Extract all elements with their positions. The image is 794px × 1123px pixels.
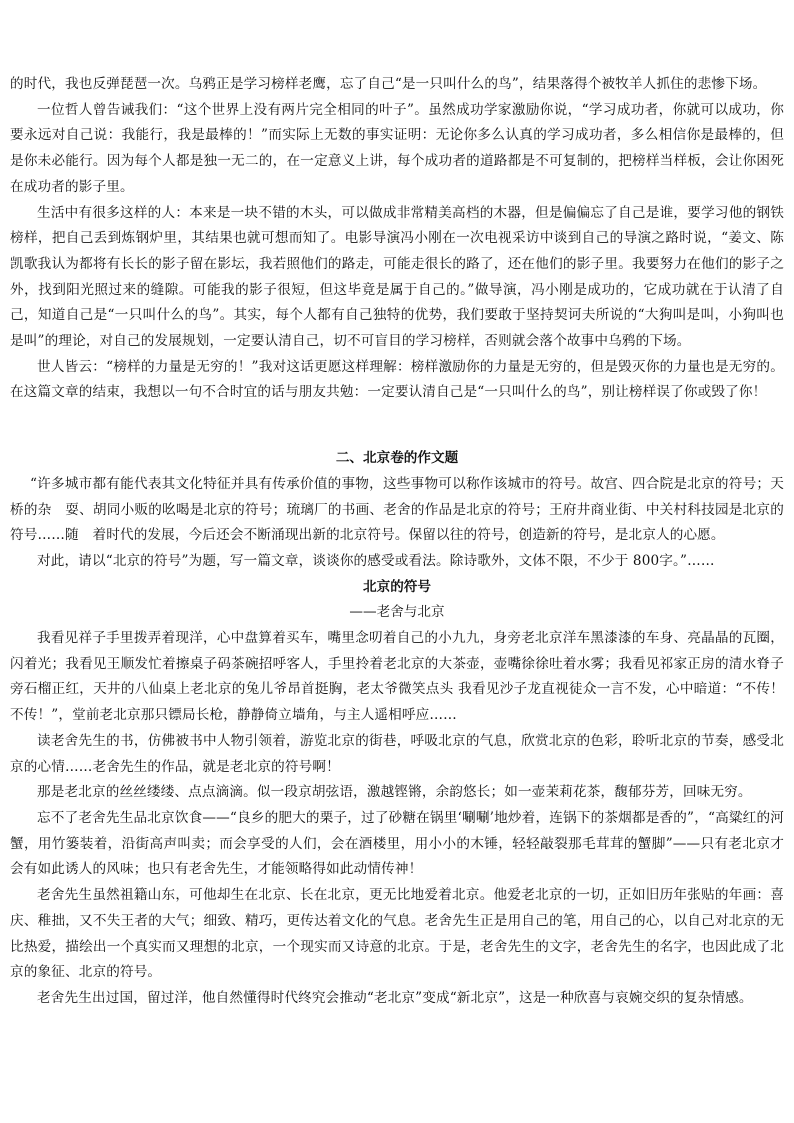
document-body bbox=[10, 72, 784, 1012]
essay-subtitle: ——老舍与北京 bbox=[349, 604, 445, 621]
prompt-paragraph: 对此，请以“北京的符号”为题，写一篇文章，谈谈你的感受或看法。除诗歌外，文体不限，不少于 800字。”…… bbox=[37, 552, 715, 569]
paragraph: 生活中有很多这样的人：本来是一块不错的木头，可以做成非常精美高档的木器，但是偏偏忘了自己是谁，要学习他的钢铁榜样，把自己丢到炼钢炉里，其结果也就可想而知了。电影导演冯小刚在一次电视采访中谈到自己的导演之路时说，“姜文、陈凯歌我认为都将有长长的影子留在影坛，我若照他们的路走，可能走很长的路了，还在他们的影子里。我要努力在他们的影子之外，找到阳光照过来的缝隙。可能我的影子很短，但这毕竟是属于自己的。”做导演，冯小刚是成功的，它成功就在于认清了自己，知道自己是“一只叫什么的鸟”。其实，每个人都有自己独特的优势，我们要敢于坚持契诃夫所说的“大狗叫是叫，小狗叫也是叫”的理论，对自己的发展规划，一定要认清自己，切不可盲目的学习榜样，否则就会落个故事中乌鸦的下场。 bbox=[10, 204, 784, 350]
section-heading: 二、北京卷的作文题 bbox=[335, 450, 459, 467]
essay-paragraph: 忘不了老舍先生品北京饮食——“良乡的肥大的栗子，过了砂糖在锅里‘唰唰’地炒着，连锅下的茶烟都是香的”，“高粱红的河蟹，用竹篓装着，沿街高声叫卖；而会享受的人们，会在酒楼里，用小小的木锤，轻轻敲裂那毛茸茸的蟹脚”——只有老北京才会有如此诱人的风味；也只有老舍先生，才能领略得如此动情传神！ bbox=[10, 809, 784, 878]
paragraph: 的时代，我也反弹琵琶一次。乌鸦正是学习榜样老鹰，忘了自己“是一只叫什么的鸟”，结果落得个被牧羊人抓住的悲惨下场。 bbox=[10, 76, 767, 92]
essay-paragraph: 我看见祥子手里拨弄着现洋，心中盘算着买车，嘴里念叨着自己的小九九，身旁老北京洋车黑漆漆的车身、亮晶晶的瓦圈，闪着光；我看见王顺发忙着擦桌子码茶碗招呼客人，手里拎着老北京的大茶壶，壶嘴徐徐吐着水雾；我看见祁家正房的清水脊子旁石榴正红，天井的八仙桌上老北京的兔儿爷昂首挺胸，老太爷微笑点头 我看见沙子龙直视徒众一言不发，心中暗道：“不传！不传！”，堂前老北京那只镖局长枪，静静倚立墙角，与主人遥相呼应…… bbox=[10, 630, 784, 724]
paragraph: 一位哲人曾告诫我们：“这个世界上没有两片完全相同的叶子”。虽然成功学家激励你说，“学习成功者，你就可以成功，你要永远对自己说：我能行，我是最棒的！”而实际上无数的事实证明：无论你多么认真的学习成功者，多么相信你是最棒的，但是你未必能行。因为每个人都是独一无二的，在一定意义上讲，每个成功者的道路都是不可复制的，把榜样当样板，会让你困死在成功者的影子里。 bbox=[10, 101, 784, 195]
prompt-paragraph: “许多城市都有能代表其文化特征并具有传承价值的事物，这些事物可以称作该城市的符号。故宫、四合院是北京的符号；天桥的杂 耍、胡同小贩的吆喝是北京的符号；琉璃厂的书画、老舍的作品是北京的符号；王府井商业街、中关村科技园是北京的符号……随 着时代的发展，今后还会不断涌现出新的北京符号。保留以往的符号，创造新的符号，是北京人的心愿。 bbox=[10, 475, 784, 544]
section-spacer bbox=[10, 406, 784, 446]
essay-paragraph: 老舍先生出过国，留过洋，他自然懂得时代终究会推动“老北京”变成“新北京”，这是一种欣喜与哀婉交织的复杂情感。 bbox=[37, 989, 753, 1006]
essay-paragraph: 老舍先生虽然祖籍山东，可他却生在北京、长在北京，更无比地爱着北京。他爱老北京的一切，正如旧历年张贴的年画：喜庆、稚拙，又不失王者的大气；细致、精巧，更传达着文化的气息。老舍先生正是用自己的笔，用自己的心，以自己对北京的无比热爱，描绘出一个真实而又理想的北京，一个现实而又诗意的北京。于是，老舍先生的文字，老舍先生的名字，也因此成了北京的象征、北京的符号。 bbox=[10, 887, 784, 981]
essay-paragraph: 读老舍先生的书，仿佛被书中人物引领着，游览北京的街巷，呼吸北京的气息，欣赏北京的色彩，聆听北京的节奏，感受北京的心情……老舍先生的作品，就是老北京的符号啊！ bbox=[10, 732, 784, 775]
essay-title: 北京的符号 bbox=[363, 578, 431, 595]
essay-paragraph: 那是老北京的丝丝缕缕、点点滴滴。似一段京胡弦语，激越铿锵，余韵悠长；如一壶茉莉花茶，馥郁芬芳，回味无穷。 bbox=[37, 784, 752, 801]
paragraph: 世人皆云：“榜样的力量是无穷的！”我对这话更愿这样理解：榜样激励你的力量是无穷的，但是毁灭你的力量也是无穷的。在这篇文章的结束，我想以一句不合时宜的话与朋友共勉：一定要认清自己是“一只叫什么的鸟”，别让榜样误了你或毁了你！ bbox=[10, 358, 784, 401]
